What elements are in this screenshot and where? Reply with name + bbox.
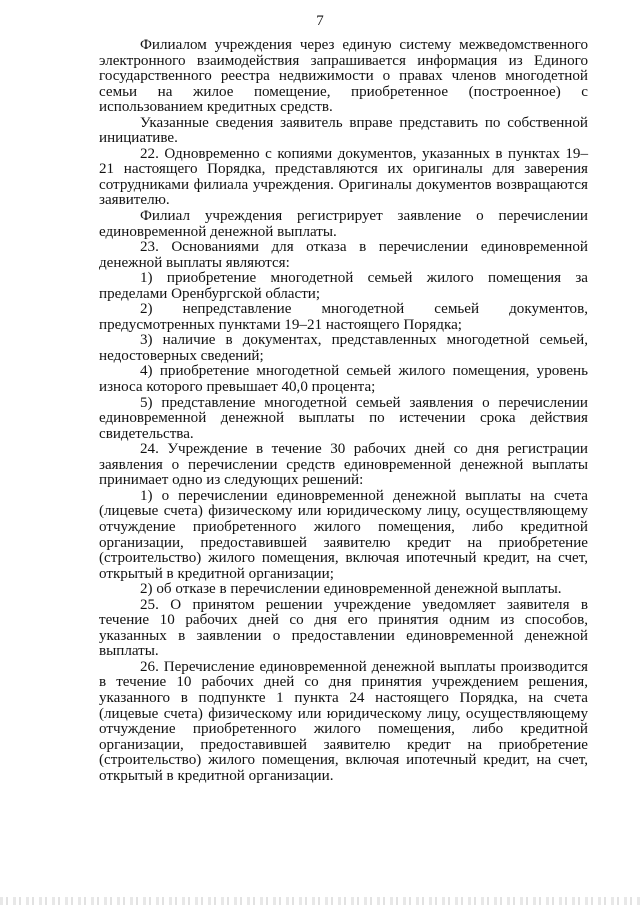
paragraph-24-item-1: 1) о перечислении единовременной денежной выплаты на счета (лицевые счета) физическому или юридическому лицу, осуществляющему отчуждение приобретенного жилого помещения, либо кредитной организации, предоставившей заявителю кредит на приобретение (строительство) жилого помещения, включая ипотечный кредит, на счет, открытый в кредитной организации;: [99, 487, 588, 582]
document-body: [99, 38, 588, 784]
paragraph-egrn-request: Филиалом учреждения через единую систему межведомственного электронного взаимодействия запрашивается информация из Единого государственного реестра недвижимости о правах членов многодетной семьи на жилое помещение, приобретенное (построенное) с использованием кредитных средств.: [99, 37, 588, 116]
paragraph-22: 22. Одновременно с копиями документов, указанных в пунктах 19–21 настоящего Порядка, представляются их оригиналы для заверения сотрудниками филиала учреждения. Оригиналы документов возвращаются заявителю.: [99, 145, 588, 209]
scan-edge-artifact: [0, 897, 640, 905]
paragraph-23-item-2: 2) непредставление многодетной семьей документов, предусмотренных пунктами 19–21 настоящего Порядка;: [99, 301, 588, 333]
paragraph-26: 26. Перечисление единовременной денежной выплаты производится в течение 10 рабочих дней со дня принятия учреждением решения, указанного в подпункте 1 пункта 24 настоящего Порядка, на счета (лицевые счета) физическому или юридическому лицу, осуществляющему отчуждение приобретенного жилого помещения, либо кредитной организации, предоставившей заявителю кредит на приобретение (строительство) жилого помещения, включая ипотечный кредит, на счет, открытый в кредитной организации.: [99, 658, 588, 784]
paragraph-24: 24. Учреждение в течение 30 рабочих дней со дня регистрации заявления о перечислении средств единовременной денежной выплаты принимает одно из следующих решений:: [99, 441, 588, 489]
paragraph-25: 25. О принятом решении учреждение уведомляет заявителя в течение 10 рабочих дней со дня его принятия одним из способов, указанных в заявлении о предоставлении единовременной денежной выплаты.: [99, 596, 588, 660]
paragraph-23-item-3: 3) наличие в документах, представленных многодетной семьей, недостоверных сведений;: [99, 332, 588, 364]
paragraph-own-initiative: Указанные сведения заявитель вправе представить по собственной инициативе.: [99, 114, 588, 147]
page-number: 7: [316, 13, 324, 29]
paragraph-24-item-2: 2) об отказе в перечислении единовременной денежной выплаты.: [140, 581, 562, 598]
paragraph-23-item-5: 5) представление многодетной семьей заявления о перечислении единовременной денежной выплаты по истечении срока действия свидетельства.: [99, 394, 588, 442]
paragraph-23: 23. Основаниями для отказа в перечислении единовременной денежной выплаты являются:: [99, 239, 588, 271]
paragraph-23-item-4: 4) приобретение многодетной семьей жилого помещения, уровень износа которого превышает 40,0 процента;: [99, 363, 588, 396]
paragraph-registration: Филиал учреждения регистрирует заявление о перечислении единовременной денежной выплаты.: [99, 208, 588, 240]
paragraph-23-item-1: 1) приобретение многодетной семьей жилого помещения за пределами Оренбургской области;: [99, 270, 588, 302]
